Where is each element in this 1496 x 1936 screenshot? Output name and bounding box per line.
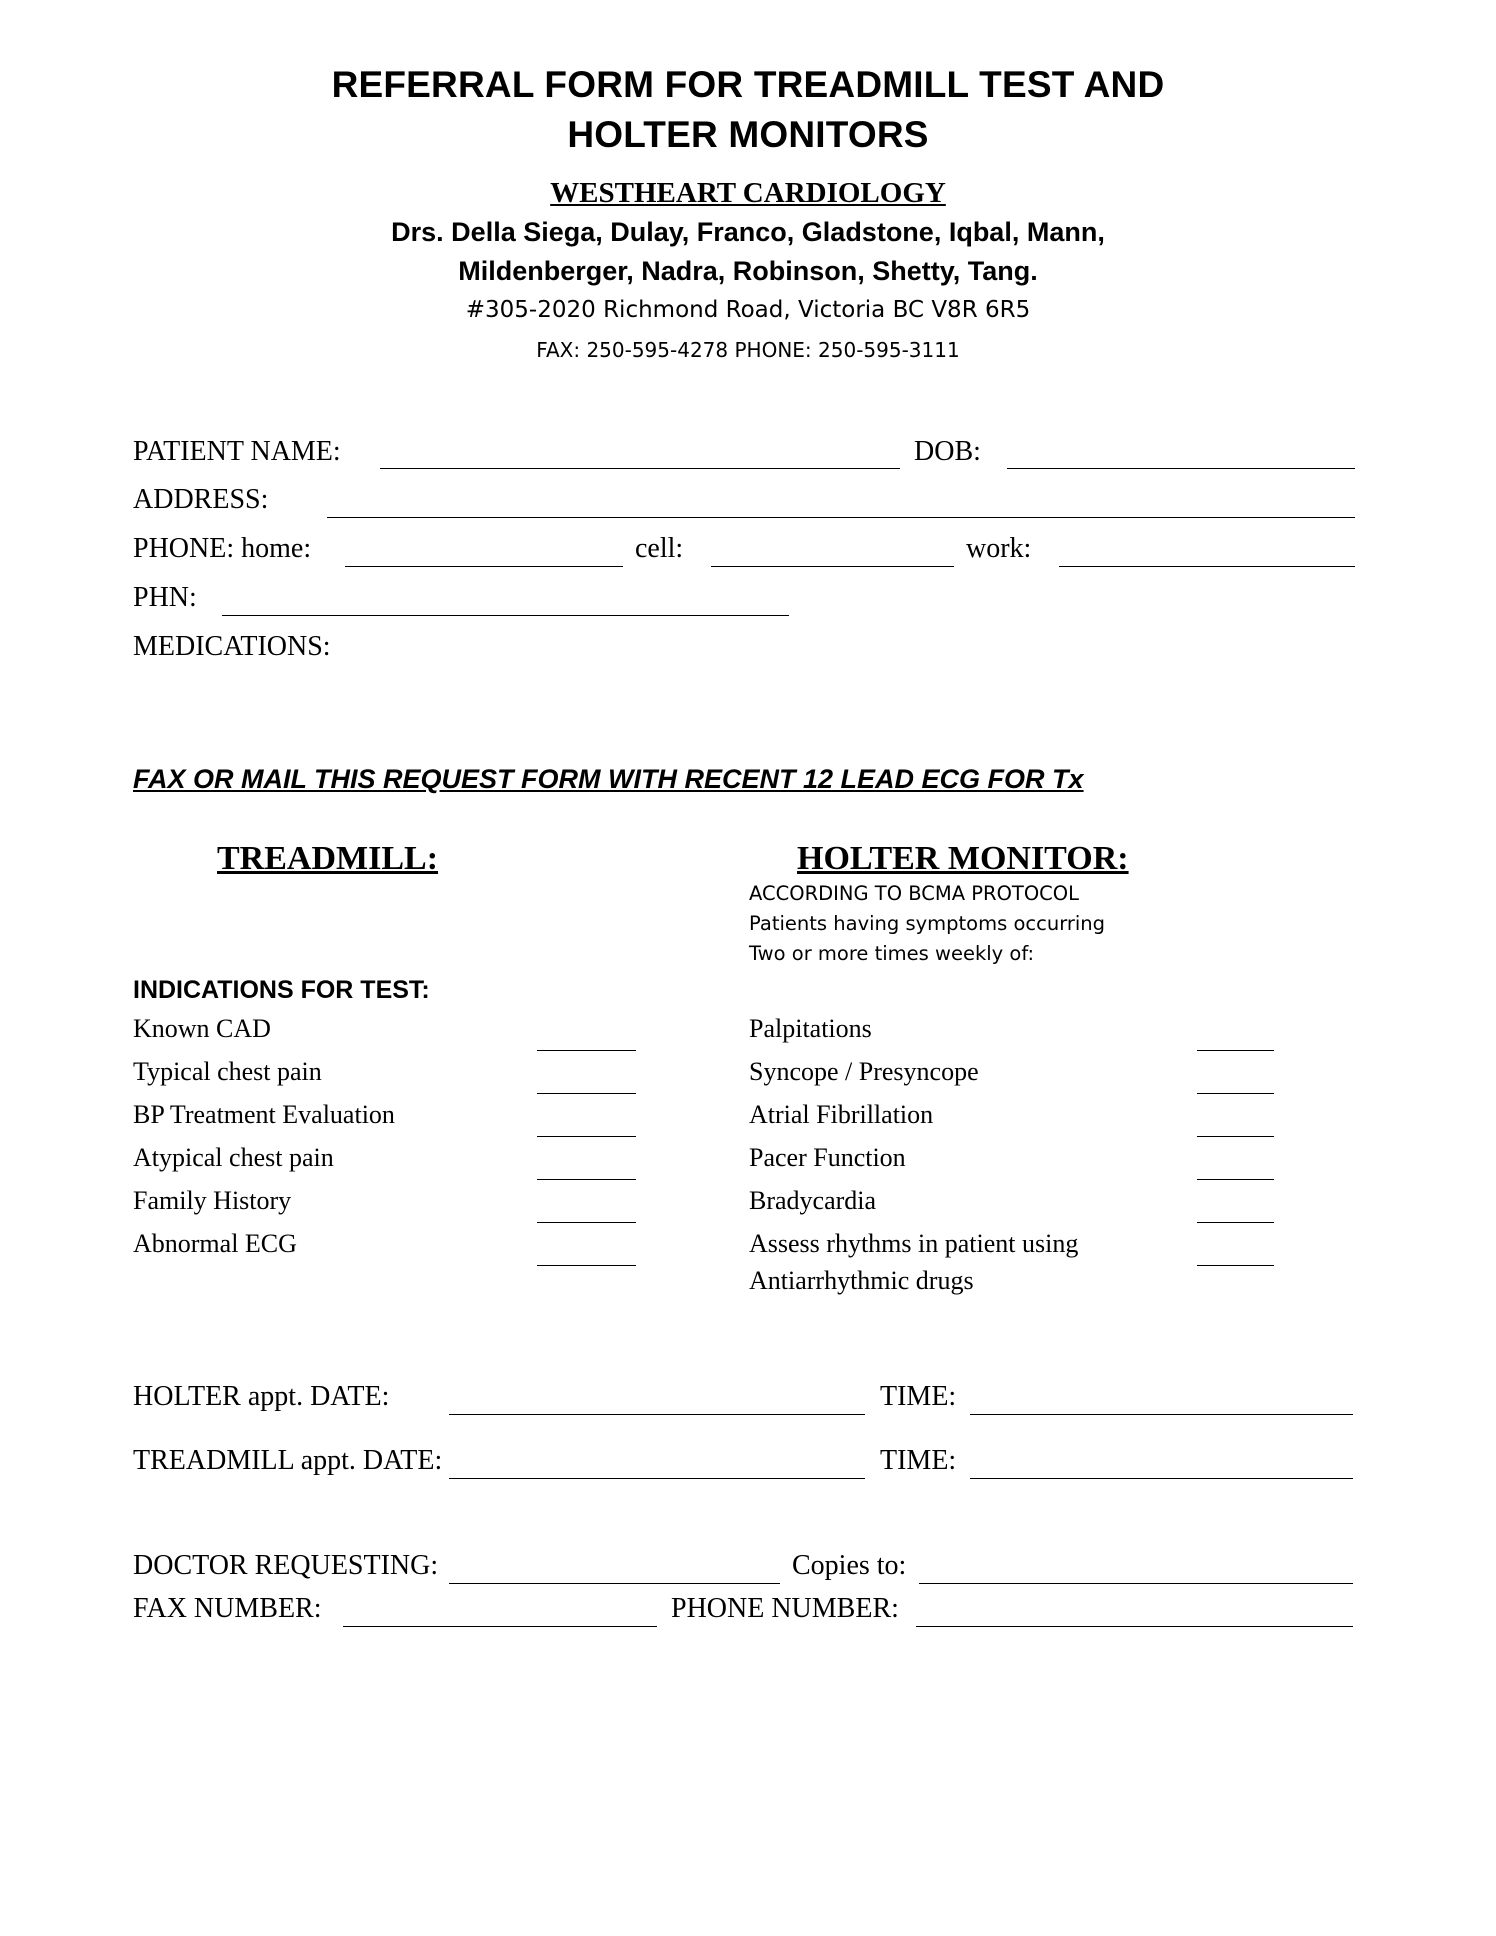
phone-home-label: PHONE: home: (133, 533, 312, 564)
holter-item: Atrial Fibrillation (749, 1100, 934, 1129)
patient-name-field[interactable] (380, 468, 900, 469)
doctors-line1: Drs. Della Siega, Dulay, Franco, Gladstone, Iqbal, Mann, (391, 217, 1105, 247)
treadmill-item-check[interactable] (537, 1136, 636, 1137)
fax-notice: FAX OR MAIL THIS REQUEST FORM WITH RECENT 12 LEAD ECG FOR Tx (133, 764, 1084, 794)
treadmill-item-check[interactable] (537, 1050, 636, 1051)
address-field[interactable] (327, 517, 1355, 518)
holter-item: Syncope / Presyncope (749, 1057, 979, 1086)
holter-item-continuation: Antiarrhythmic drugs (749, 1266, 974, 1295)
holter-time-field[interactable] (970, 1414, 1353, 1415)
doctor-requesting-label: DOCTOR REQUESTING: (133, 1550, 439, 1581)
dob-field[interactable] (1007, 468, 1355, 469)
form-title-line1: REFERRAL FORM FOR TREADMILL TEST AND (331, 64, 1165, 105)
dob-label: DOB: (914, 436, 981, 467)
holter-item-check[interactable] (1197, 1179, 1274, 1180)
treadmill-item: Family History (133, 1186, 292, 1215)
holter-item: Palpitations (749, 1014, 872, 1043)
doctors-line2: Mildenberger, Nadra, Robinson, Shetty, Tang. (458, 256, 1038, 286)
patient-name-label: PATIENT NAME: (133, 436, 341, 467)
holter-heading: HOLTER MONITOR: (797, 840, 1129, 877)
holter-item-check[interactable] (1197, 1265, 1274, 1266)
treadmill-item: Known CAD (133, 1014, 271, 1043)
treadmill-item: Abnormal ECG (133, 1229, 297, 1258)
clinic-address: #305-2020 Richmond Road, Victoria BC V8R 6R5 (465, 297, 1031, 323)
treadmill-time-field[interactable] (970, 1478, 1353, 1479)
holter-time-label: TIME: (880, 1381, 957, 1412)
holter-protocol-line2: Patients having symptoms occurring (749, 912, 1106, 935)
phone-number-field[interactable] (916, 1626, 1353, 1627)
treadmill-item: Typical chest pain (133, 1057, 322, 1086)
medications-label: MEDICATIONS: (133, 631, 331, 662)
clinic-contact: FAX: 250-595-4278 PHONE: 250-595-3111 (536, 338, 960, 362)
phn-label: PHN: (133, 582, 197, 613)
treadmill-item-check[interactable] (537, 1179, 636, 1180)
treadmill-date-label: TREADMILL appt. DATE: (133, 1445, 443, 1476)
holter-item: Assess rhythms in patient using (749, 1229, 1079, 1258)
treadmill-date-field[interactable] (449, 1478, 865, 1479)
fax-number-label: FAX NUMBER: (133, 1593, 322, 1624)
treadmill-item: BP Treatment Evaluation (133, 1100, 395, 1129)
indications-heading: INDICATIONS FOR TEST: (133, 976, 430, 1004)
form-title-line2: HOLTER MONITORS (567, 114, 929, 155)
treadmill-item: Atypical chest pain (133, 1143, 334, 1172)
clinic-name: WESTHEART CARDIOLOGY (550, 177, 946, 209)
treadmill-heading: TREADMILL: (217, 840, 439, 877)
holter-protocol-line3: Two or more times weekly of: (749, 942, 1035, 965)
phone-home-field[interactable] (345, 566, 623, 567)
fax-number-field[interactable] (343, 1626, 657, 1627)
holter-item-check[interactable] (1197, 1136, 1274, 1137)
treadmill-time-label: TIME: (880, 1445, 957, 1476)
phn-field[interactable] (222, 615, 789, 616)
treadmill-item-check[interactable] (537, 1093, 636, 1094)
work-label: work: (966, 533, 1032, 564)
copies-to-field[interactable] (919, 1583, 1353, 1584)
phone-cell-field[interactable] (711, 566, 954, 567)
holter-item-check[interactable] (1197, 1093, 1274, 1094)
holter-date-label: HOLTER appt. DATE: (133, 1381, 390, 1412)
treadmill-item-check[interactable] (537, 1222, 636, 1223)
holter-item-check[interactable] (1197, 1222, 1274, 1223)
holter-item: Pacer Function (749, 1143, 906, 1172)
doctor-requesting-field[interactable] (449, 1583, 780, 1584)
holter-protocol-line1: ACCORDING TO BCMA PROTOCOL (749, 882, 1080, 905)
address-label: ADDRESS: (133, 484, 269, 515)
holter-date-field[interactable] (449, 1414, 865, 1415)
treadmill-item-check[interactable] (537, 1265, 636, 1266)
cell-label: cell: (635, 533, 684, 564)
holter-item: Bradycardia (749, 1186, 877, 1215)
holter-item-check[interactable] (1197, 1050, 1274, 1051)
phone-number-label: PHONE NUMBER: (671, 1593, 899, 1624)
phone-work-field[interactable] (1059, 566, 1355, 567)
copies-to-label: Copies to: (792, 1550, 907, 1581)
